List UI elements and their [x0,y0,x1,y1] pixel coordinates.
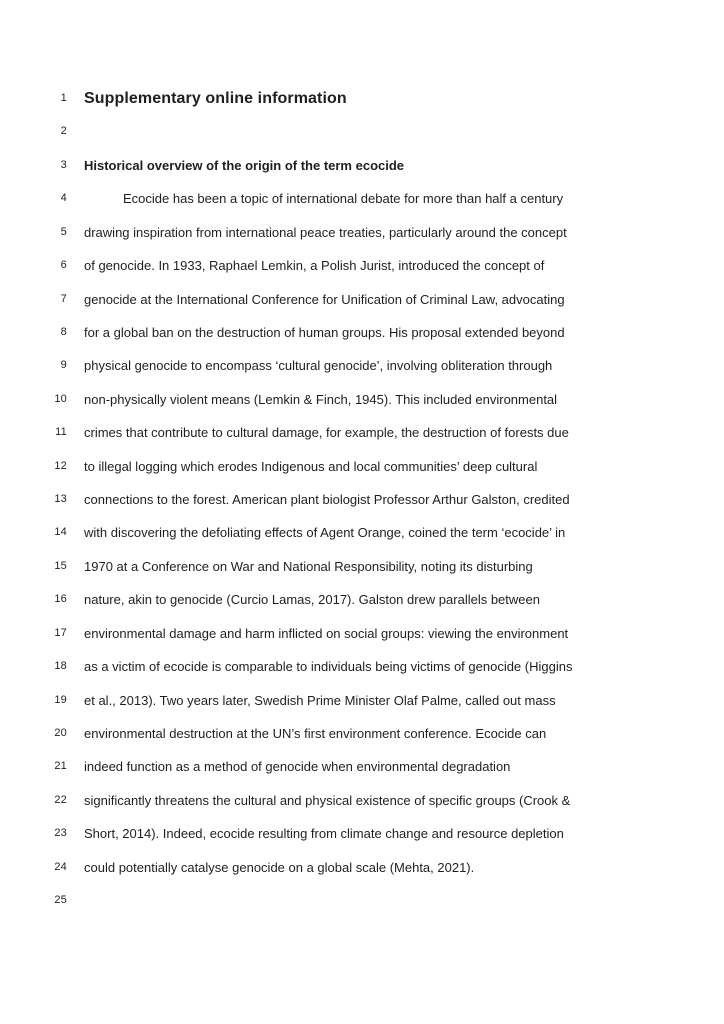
line-number: 13 [54,493,67,506]
document-line [0,684,724,717]
line-text: drawing inspiration from international peace treaties, particularly around the concept [84,224,567,240]
line-text: Historical overview of the origin of the term ecocide [84,157,405,173]
line-text: Ecocide has been a topic of international debate for more than half a century [123,191,564,207]
document-line [0,550,724,583]
document-line [0,216,724,249]
line-number: 24 [54,860,67,873]
line-number: 10 [54,392,67,405]
document-line [0,316,724,349]
line-text: significantly threatens the cultural and physical existence of specific groups (Crook & [84,792,571,808]
line-text: as a victim of ecocide is comparable to individuals being victims of genocide (Higgins [84,659,573,675]
line-number: 5 [60,225,67,238]
line-text: connections to the forest. American plant biologist Professor Arthur Galston, credited [84,492,570,508]
document-line [0,450,724,483]
document-line [0,383,724,416]
document-line [0,82,724,115]
line-number: 15 [54,559,67,572]
line-number: 12 [54,459,67,472]
document-line [0,115,724,148]
document-line [0,583,724,616]
line-number: 21 [54,760,67,773]
document-line [0,249,724,282]
line-text: 1970 at a Conference on War and National Responsibility, noting its disturbing [84,558,533,574]
document-line [0,650,724,683]
line-number: 3 [60,158,67,171]
line-number: 9 [60,359,67,372]
line-text: genocide at the International Conference for Unification of Criminal Law, advocating [84,291,565,307]
document-line [0,851,724,884]
line-text: environmental destruction at the UN’s first environment conference. Ecocide can [84,726,547,742]
line-text: to illegal logging which erodes Indigenous and local communities’ deep cultural [84,458,538,474]
document-line [0,283,724,316]
document-line [0,717,724,750]
document-line [0,817,724,850]
line-number: 14 [54,526,67,539]
line-text: for a global ban on the destruction of human groups. His proposal extended beyond [84,324,565,340]
line-number: 7 [60,292,67,305]
line-text: with discovering the defoliating effects of Agent Orange, coined the term ‘ecocide’ in [84,525,566,541]
document-line [0,750,724,783]
line-text: could potentially catalyse genocide on a global scale (Mehta, 2021). [84,859,475,875]
line-number: 23 [54,827,67,840]
document-line [0,349,724,382]
document-body [0,82,724,918]
line-number: 16 [54,593,67,606]
line-text: Supplementary online information [84,90,347,107]
line-number: 8 [60,325,67,338]
line-number: 6 [60,259,67,272]
line-text: non-physically violent means (Lemkin & Finch, 1945). This included environmental [84,391,558,407]
document-line [0,784,724,817]
line-number: 1 [60,92,67,104]
document-line [0,149,724,182]
line-text: nature, akin to genocide (Curcio Lamas, 2017). Galston drew parallels between [84,592,540,608]
line-text: physical genocide to encompass ‘cultural genocide’, involving obliteration through [84,358,553,374]
document-line [0,516,724,549]
line-text: indeed function as a method of genocide when environmental degradation [84,759,511,775]
line-text: et al., 2013). Two years later, Swedish Prime Minister Olaf Palme, called out mass [84,692,556,708]
document-line [0,884,724,917]
line-number: 19 [54,693,67,706]
document-line [0,483,724,516]
line-number: 11 [55,426,67,439]
line-text: of genocide. In 1933, Raphael Lemkin, a Polish Jurist, introduced the concept of [84,258,545,274]
document-line [0,182,724,215]
line-text: Short, 2014). Indeed, ecocide resulting from climate change and resource depletion [84,826,564,842]
line-number: 2 [60,125,67,138]
line-number: 20 [54,727,67,740]
document-line [0,416,724,449]
line-text: environmental damage and harm inflicted on social groups: viewing the environment [84,625,569,641]
line-number: 17 [54,626,67,639]
line-number: 18 [54,660,67,673]
line-number: 4 [60,192,67,205]
line-text: crimes that contribute to cultural damage, for example, the destruction of forests due [84,425,569,441]
document-line [0,617,724,650]
line-number: 25 [54,894,67,907]
line-number: 22 [54,793,67,806]
